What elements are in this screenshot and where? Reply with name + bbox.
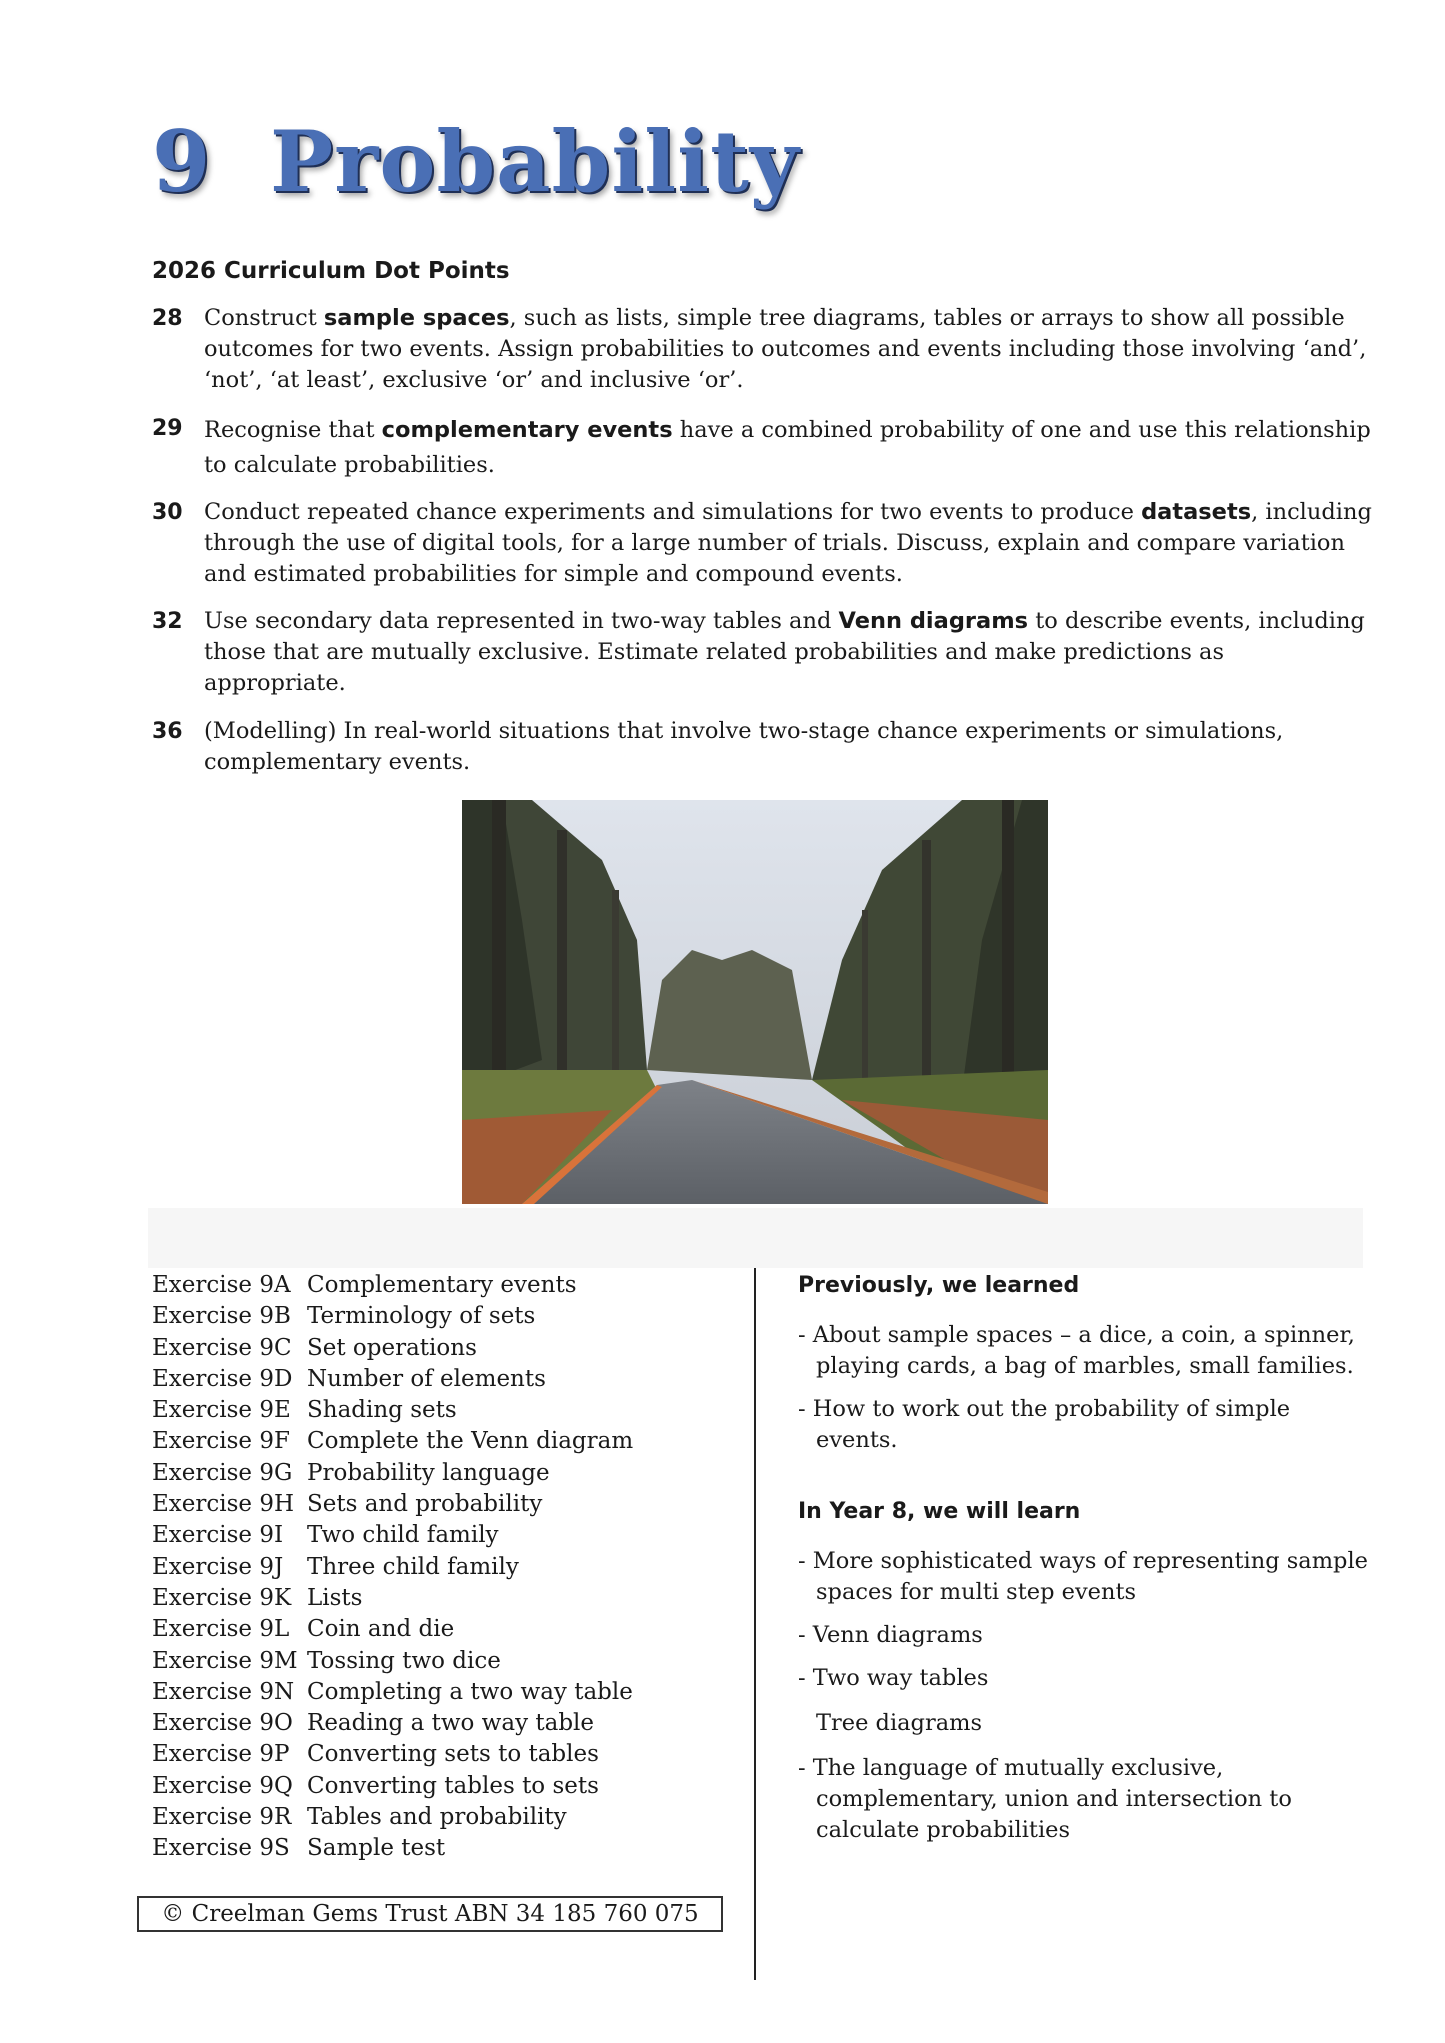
exercise-list (152, 1270, 712, 1865)
previously-item: - How to work out the probability of simple events. (798, 1396, 1291, 1453)
exercise-item[interactable]: Exercise 9E Shading sets (152, 1397, 457, 1424)
exercise-item[interactable]: Exercise 9I Two child family (152, 1522, 499, 1549)
year8-heading: In Year 8, we will learn (798, 1499, 1081, 1524)
dot-point-text: Recognise that complementary events have a combined probability of one and use this relationship to calculate probabilities. (204, 417, 1371, 478)
forest-road-photo (462, 800, 1048, 1204)
exercise-item[interactable]: Exercise 9A Complementary events (152, 1272, 577, 1298)
curriculum-heading: 2026 Curriculum Dot Points (152, 258, 510, 284)
exercise-item[interactable]: Exercise 9S Sample test (152, 1835, 446, 1862)
dot-point-number: 30 (152, 500, 183, 525)
exercise-item[interactable]: Exercise 9B Terminology of sets (152, 1303, 536, 1330)
exercise-item[interactable]: Exercise 9L Coin and die (152, 1616, 455, 1643)
dot-point-number: 29 (152, 416, 183, 441)
exercise-item[interactable]: Exercise 9G Probability language (152, 1459, 550, 1486)
dot-point-text: Use secondary data represented in two-way tables and Venn diagrams to describe events, including those that are mutually exclusive. Estimate related probabilities and make predictions as appropriate. (204, 608, 1365, 696)
dot-point (152, 413, 1372, 483)
chapter-number: 9 (152, 112, 212, 211)
learning-summary (798, 1270, 1378, 1846)
exercise-item[interactable]: Exercise 9F Complete the Venn diagram (152, 1428, 634, 1455)
chapter-title (152, 112, 800, 211)
exercise-item[interactable]: Exercise 9H Sets and probability (152, 1491, 543, 1518)
exercise-item[interactable]: Exercise 9R Tables and probability (152, 1804, 567, 1831)
exercise-item[interactable]: Exercise 9C Set operations (152, 1334, 477, 1361)
dot-point (152, 606, 1372, 699)
dot-point-text: Conduct repeated chance experiments and simulations for two events to produce datasets, including through the use of digital tools, for a large number of trials. Discuss, explain and compare variation and estimated probabilities for simple and compound events. (204, 499, 1372, 587)
copyright-box: © Creelman Gems Trust ABN 34 185 760 075 (137, 1896, 723, 1932)
dot-point-number: 32 (152, 609, 183, 634)
dot-point (152, 497, 1372, 590)
exercise-item[interactable]: Exercise 9N Completing a two way table (152, 1678, 633, 1705)
previously-item: - About sample spaces – a dice, a coin, a spinner, playing cards, a bag of marbles, small families. (798, 1322, 1355, 1379)
exercise-item[interactable]: Exercise 9K Lists (152, 1584, 363, 1611)
year8-item: - Two way tables (798, 1665, 989, 1691)
dot-point (152, 716, 1372, 778)
exercise-item[interactable]: Exercise 9D Number of elements (152, 1365, 546, 1392)
dot-point-text: Construct sample spaces, such as lists, simple tree diagrams, tables or arrays to show all possible outcomes for two events. Assign probabilities to outcomes and events including those involving ‘and’, ‘not’, ‘at least’, exclusive ‘or’ and inclusive ‘or’. (204, 305, 1367, 393)
divider-band (148, 1208, 1363, 1268)
year8-item: - More sophisticated ways of representing sample spaces for multi step events (798, 1548, 1368, 1605)
exercise-item[interactable]: Exercise 9J Three child family (152, 1553, 519, 1580)
dot-point-number: 36 (152, 719, 183, 744)
exercise-item[interactable]: Exercise 9O Reading a two way table (152, 1710, 595, 1737)
dot-point-text: (Modelling) In real-world situations that involve two-stage chance experiments or simulations, complementary events. (204, 718, 1284, 775)
chapter-name: Probability (270, 112, 800, 211)
dot-point (152, 303, 1372, 396)
year8-item: - Venn diagrams (798, 1622, 983, 1648)
exercise-item[interactable]: Exercise 9Q Converting tables to sets (152, 1772, 599, 1799)
exercise-item[interactable]: Exercise 9P Converting sets to tables (152, 1741, 599, 1768)
dot-point-number: 28 (152, 306, 183, 331)
previously-heading: Previously, we learned (798, 1273, 1080, 1298)
exercise-item[interactable]: Exercise 9M Tossing two dice (152, 1647, 501, 1674)
column-divider (754, 1268, 756, 1980)
year8-item: Tree diagrams (816, 1710, 983, 1736)
year8-item: - The language of mutually exclusive, complementary, union and intersection to calculate probabilities (798, 1755, 1292, 1843)
